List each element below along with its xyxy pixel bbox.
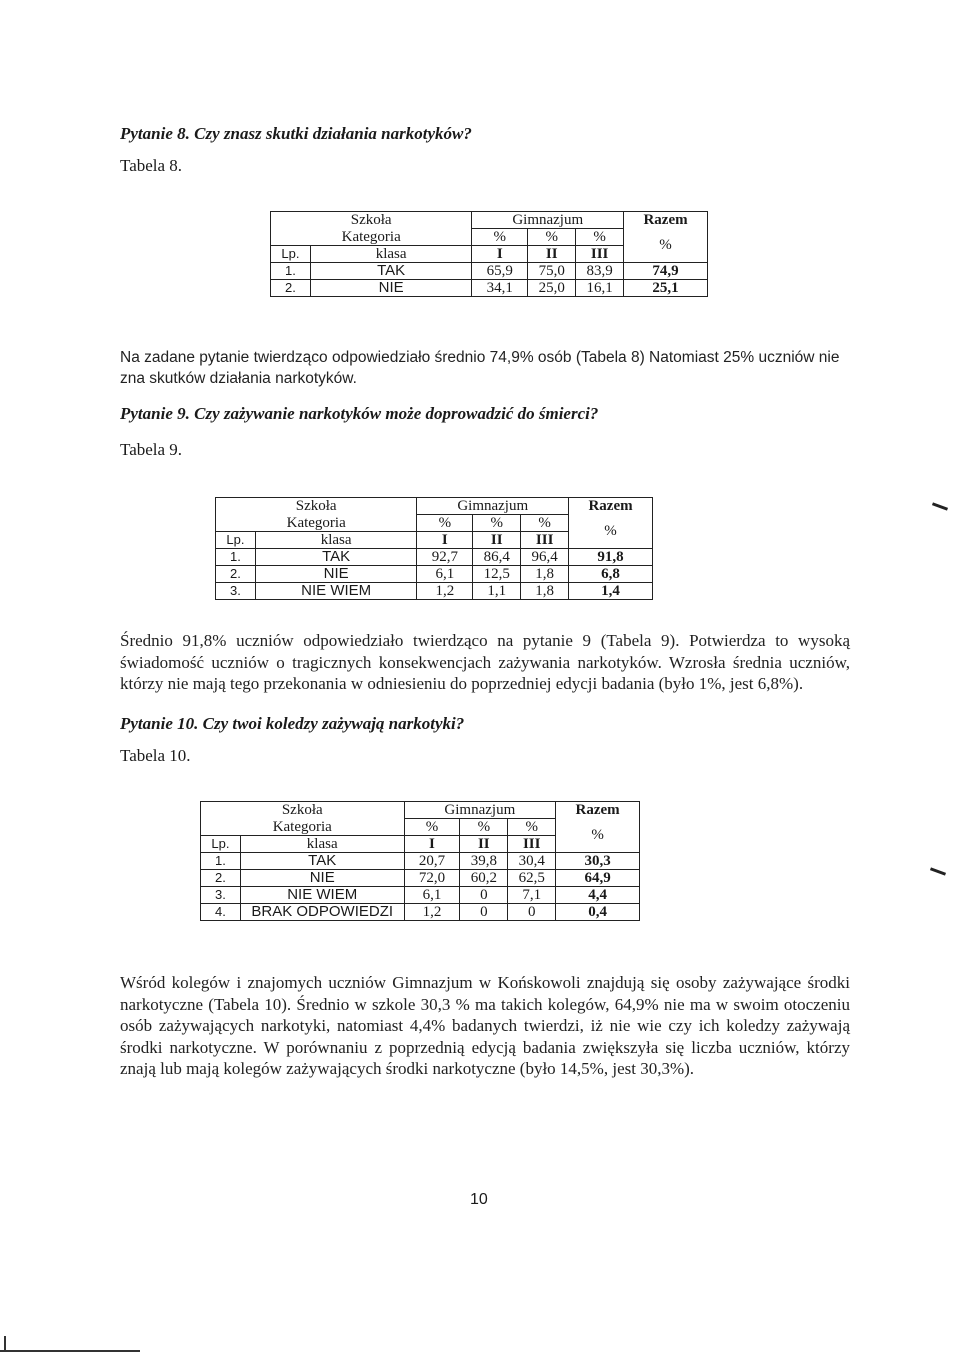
row-value-2: 39,8 <box>460 853 508 870</box>
row-total: 4,4 <box>556 887 640 904</box>
row-lp: 2. <box>216 566 256 583</box>
header-class-3: III <box>521 532 569 549</box>
row-value-2: 86,4 <box>473 549 521 566</box>
table-row <box>201 870 640 887</box>
question-10-title: Pytanie 10. Czy twoi koledzy zażywają narkotyki? <box>120 714 465 733</box>
row-value-1: 6,1 <box>417 566 473 583</box>
header-pct-3: % <box>576 229 624 246</box>
header-klasa: klasa <box>255 532 416 549</box>
row-label: TAK <box>255 549 416 566</box>
header-kategoria: Kategoria <box>216 515 417 532</box>
header-pct-1: % <box>472 229 528 246</box>
row-value-3: 7,1 <box>508 887 556 904</box>
header-lp: Lp. <box>201 836 241 853</box>
question-9-paragraph: Średnio 91,8% uczniów odpowiedziało twierdząco na pytanie 9 (Tabela 9). Potwierdza to wysoką świadomość uczniów o tragicznych konsekwencjach zażywania narkotyków. Wzrosła średnia uczniów, którzy nie mają tego przekonania w odniesieniu do poprzedniej edycji badania (było 1%, jest 6,8%). <box>120 631 850 693</box>
table-9-caption: Tabela 9. <box>120 440 183 459</box>
table-8 <box>270 211 708 297</box>
scan-edge-line <box>0 1350 140 1352</box>
row-value-3: 30,4 <box>508 853 556 870</box>
row-value-2: 25,0 <box>528 280 576 297</box>
row-lp: 2. <box>271 280 311 297</box>
header-pct-total: % <box>569 515 653 549</box>
row-label: NIE WIEM <box>255 583 416 600</box>
scan-mark <box>930 867 946 875</box>
question-8-title: Pytanie 8. Czy znasz skutki działania narkotyków? <box>120 124 472 143</box>
row-value-1: 92,7 <box>417 549 473 566</box>
header-gimnazjum: Gimnazjum <box>417 498 569 515</box>
row-value-2: 0 <box>460 887 508 904</box>
row-value-2: 0 <box>460 904 508 921</box>
row-lp: 4. <box>201 904 241 921</box>
header-class-1: I <box>417 532 473 549</box>
header-class-3: III <box>576 246 624 263</box>
header-szkola: Szkoła <box>216 498 417 515</box>
header-razem: Razem <box>556 802 640 819</box>
header-class-2: II <box>473 532 521 549</box>
row-total: 30,3 <box>556 853 640 870</box>
row-label: NIE WIEM <box>240 887 404 904</box>
row-label: NIE <box>310 280 471 297</box>
row-value-1: 1,2 <box>417 583 473 600</box>
row-label: NIE <box>255 566 416 583</box>
row-total: 91,8 <box>569 549 653 566</box>
row-value-2: 1,1 <box>473 583 521 600</box>
row-value-2: 12,5 <box>473 566 521 583</box>
page-number: 10 <box>470 1191 488 1208</box>
row-label: TAK <box>310 263 471 280</box>
header-pct-total: % <box>556 819 640 853</box>
row-value-3: 83,9 <box>576 263 624 280</box>
header-klasa: klasa <box>310 246 471 263</box>
header-lp: Lp. <box>216 532 256 549</box>
header-pct-1: % <box>417 515 473 532</box>
header-szkola: Szkoła <box>271 212 472 229</box>
row-total: 1,4 <box>569 583 653 600</box>
row-value-1: 65,9 <box>472 263 528 280</box>
row-value-1: 34,1 <box>472 280 528 297</box>
row-label: TAK <box>240 853 404 870</box>
header-class-1: I <box>472 246 528 263</box>
row-value-1: 20,7 <box>404 853 460 870</box>
header-razem: Razem <box>624 212 708 229</box>
table-9 <box>215 497 653 600</box>
header-kategoria: Kategoria <box>201 819 405 836</box>
row-value-2: 75,0 <box>528 263 576 280</box>
row-value-1: 1,2 <box>404 904 460 921</box>
row-lp: 3. <box>216 583 256 600</box>
row-total: 0,4 <box>556 904 640 921</box>
table-8-caption: Tabela 8. <box>120 156 183 175</box>
scan-mark <box>932 502 948 510</box>
table-row <box>216 566 653 583</box>
header-gimnazjum: Gimnazjum <box>404 802 556 819</box>
row-value-3: 62,5 <box>508 870 556 887</box>
row-value-2: 60,2 <box>460 870 508 887</box>
row-lp: 2. <box>201 870 241 887</box>
question-10-paragraph: Wśród kolegów i znajomych uczniów Gimnazjum w Końskowoli znajdują się osoby zażywające środki narkotyczne (Tabela 10). Średnio w szkole 30,3 % ma takich kolegów, 64,9% nie ma w swoim otoczeniu osób zażywających narkotyki, natomiast 4,4% badanych twierdzi, iż nie wie czy ich koledzy zażywają środki narkotyczne. W porównaniu z poprzednią edycją badania zwiększyła się liczba uczniów, którzy znają lub mają kolegów zażywających środki narkotyczne (było 14,5%, jest 30,3%). <box>120 973 850 1078</box>
row-total: 74,9 <box>624 263 708 280</box>
row-label: NIE <box>240 870 404 887</box>
header-pct-2: % <box>528 229 576 246</box>
row-total: 6,8 <box>569 566 653 583</box>
header-klasa: klasa <box>240 836 404 853</box>
table-10-caption: Tabela 10. <box>120 746 191 765</box>
header-gimnazjum: Gimnazjum <box>472 212 624 229</box>
question-8-paragraph: Na zadane pytanie twierdząco odpowiedziało średnio 74,9% osób (Tabela 8) Natomiast 25% uczniów nie zna skutków działania narkotyków. <box>120 349 840 387</box>
row-lp: 3. <box>201 887 241 904</box>
row-total: 25,1 <box>624 280 708 297</box>
header-pct-1: % <box>404 819 460 836</box>
table-row <box>271 263 708 280</box>
header-szkola: Szkoła <box>201 802 405 819</box>
table-10 <box>200 801 640 921</box>
row-value-3: 1,8 <box>521 583 569 600</box>
table-row <box>201 904 640 921</box>
header-lp: Lp. <box>271 246 311 263</box>
row-value-3: 1,8 <box>521 566 569 583</box>
header-pct-2: % <box>460 819 508 836</box>
row-lp: 1. <box>201 853 241 870</box>
header-class-1: I <box>404 836 460 853</box>
header-pct-total: % <box>624 229 708 263</box>
header-class-3: III <box>508 836 556 853</box>
row-total: 64,9 <box>556 870 640 887</box>
row-value-3: 16,1 <box>576 280 624 297</box>
header-class-2: II <box>528 246 576 263</box>
scan-edge-line <box>4 1336 6 1352</box>
question-9-title: Pytanie 9. Czy zażywanie narkotyków może doprowadzić do śmierci? <box>120 404 599 423</box>
header-class-2: II <box>460 836 508 853</box>
table-row <box>216 549 653 566</box>
header-razem: Razem <box>569 498 653 515</box>
row-value-3: 96,4 <box>521 549 569 566</box>
header-kategoria: Kategoria <box>271 229 472 246</box>
row-value-1: 72,0 <box>404 870 460 887</box>
header-pct-3: % <box>521 515 569 532</box>
header-pct-2: % <box>473 515 521 532</box>
header-pct-3: % <box>508 819 556 836</box>
row-value-3: 0 <box>508 904 556 921</box>
row-lp: 1. <box>216 549 256 566</box>
table-row <box>201 887 640 904</box>
row-lp: 1. <box>271 263 311 280</box>
table-row <box>216 583 653 600</box>
table-row <box>201 853 640 870</box>
table-row <box>271 280 708 297</box>
row-value-1: 6,1 <box>404 887 460 904</box>
row-label: BRAK ODPOWIEDZI <box>240 904 404 921</box>
